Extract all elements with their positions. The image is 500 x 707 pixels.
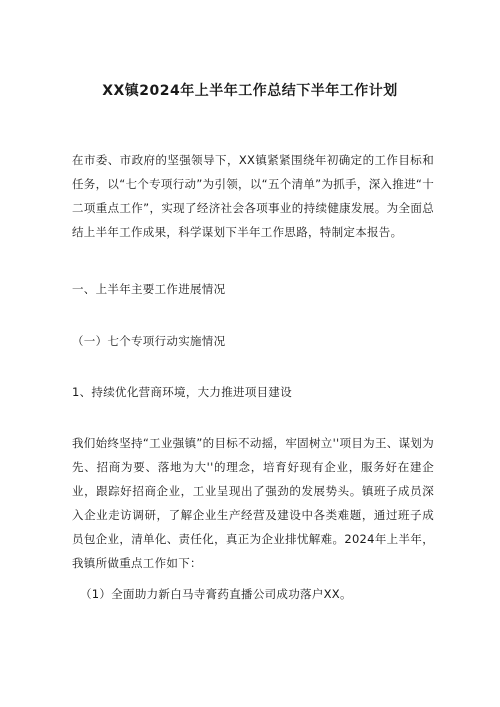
subsection-heading: （一）七个专项行动实施情况 [72, 334, 226, 348]
body-paragraph: 我们始终坚持“工业强镇”的目标不动摇，牢固树立''项目为王、谋划为先、招商为要、落地为大''的理念，培育好现有企业，服务好在建企业，跟踪好招商企业，工业呈现出了强劲的发展势头。镇班子成员深入企业走访调研，了解企业生产经营及建设中各类难题，通过班子成员包企业，清单化、责任化，真正为企业排忧解难。2024年上半年，我镇所做重点工作如下： [72, 436, 434, 570]
intro-paragraph: 在市委、市政府的坚强领导下，XX镇紧紧围绕年初确定的工作目标和任务，以“七个专项行动”为引领，以“五个清单”为抓手，深入推进“十二项重点工作”，实现了经济社会各项事业的持续健康发展。为全面总结上半年工作成果，科学谋划下半年工作思路，特制定本报告。 [72, 153, 434, 239]
document-title: XX镇2024年上半年工作总结下半年工作计划 [102, 83, 398, 99]
list-point: （1）全面助力新白马寺膏药直播公司成功落户XX。 [80, 587, 352, 601]
section-heading: 一、上半年主要工作进展情况 [72, 282, 226, 296]
item-heading: 1、持续优化营商环境，大力推进项目建设 [72, 385, 293, 399]
